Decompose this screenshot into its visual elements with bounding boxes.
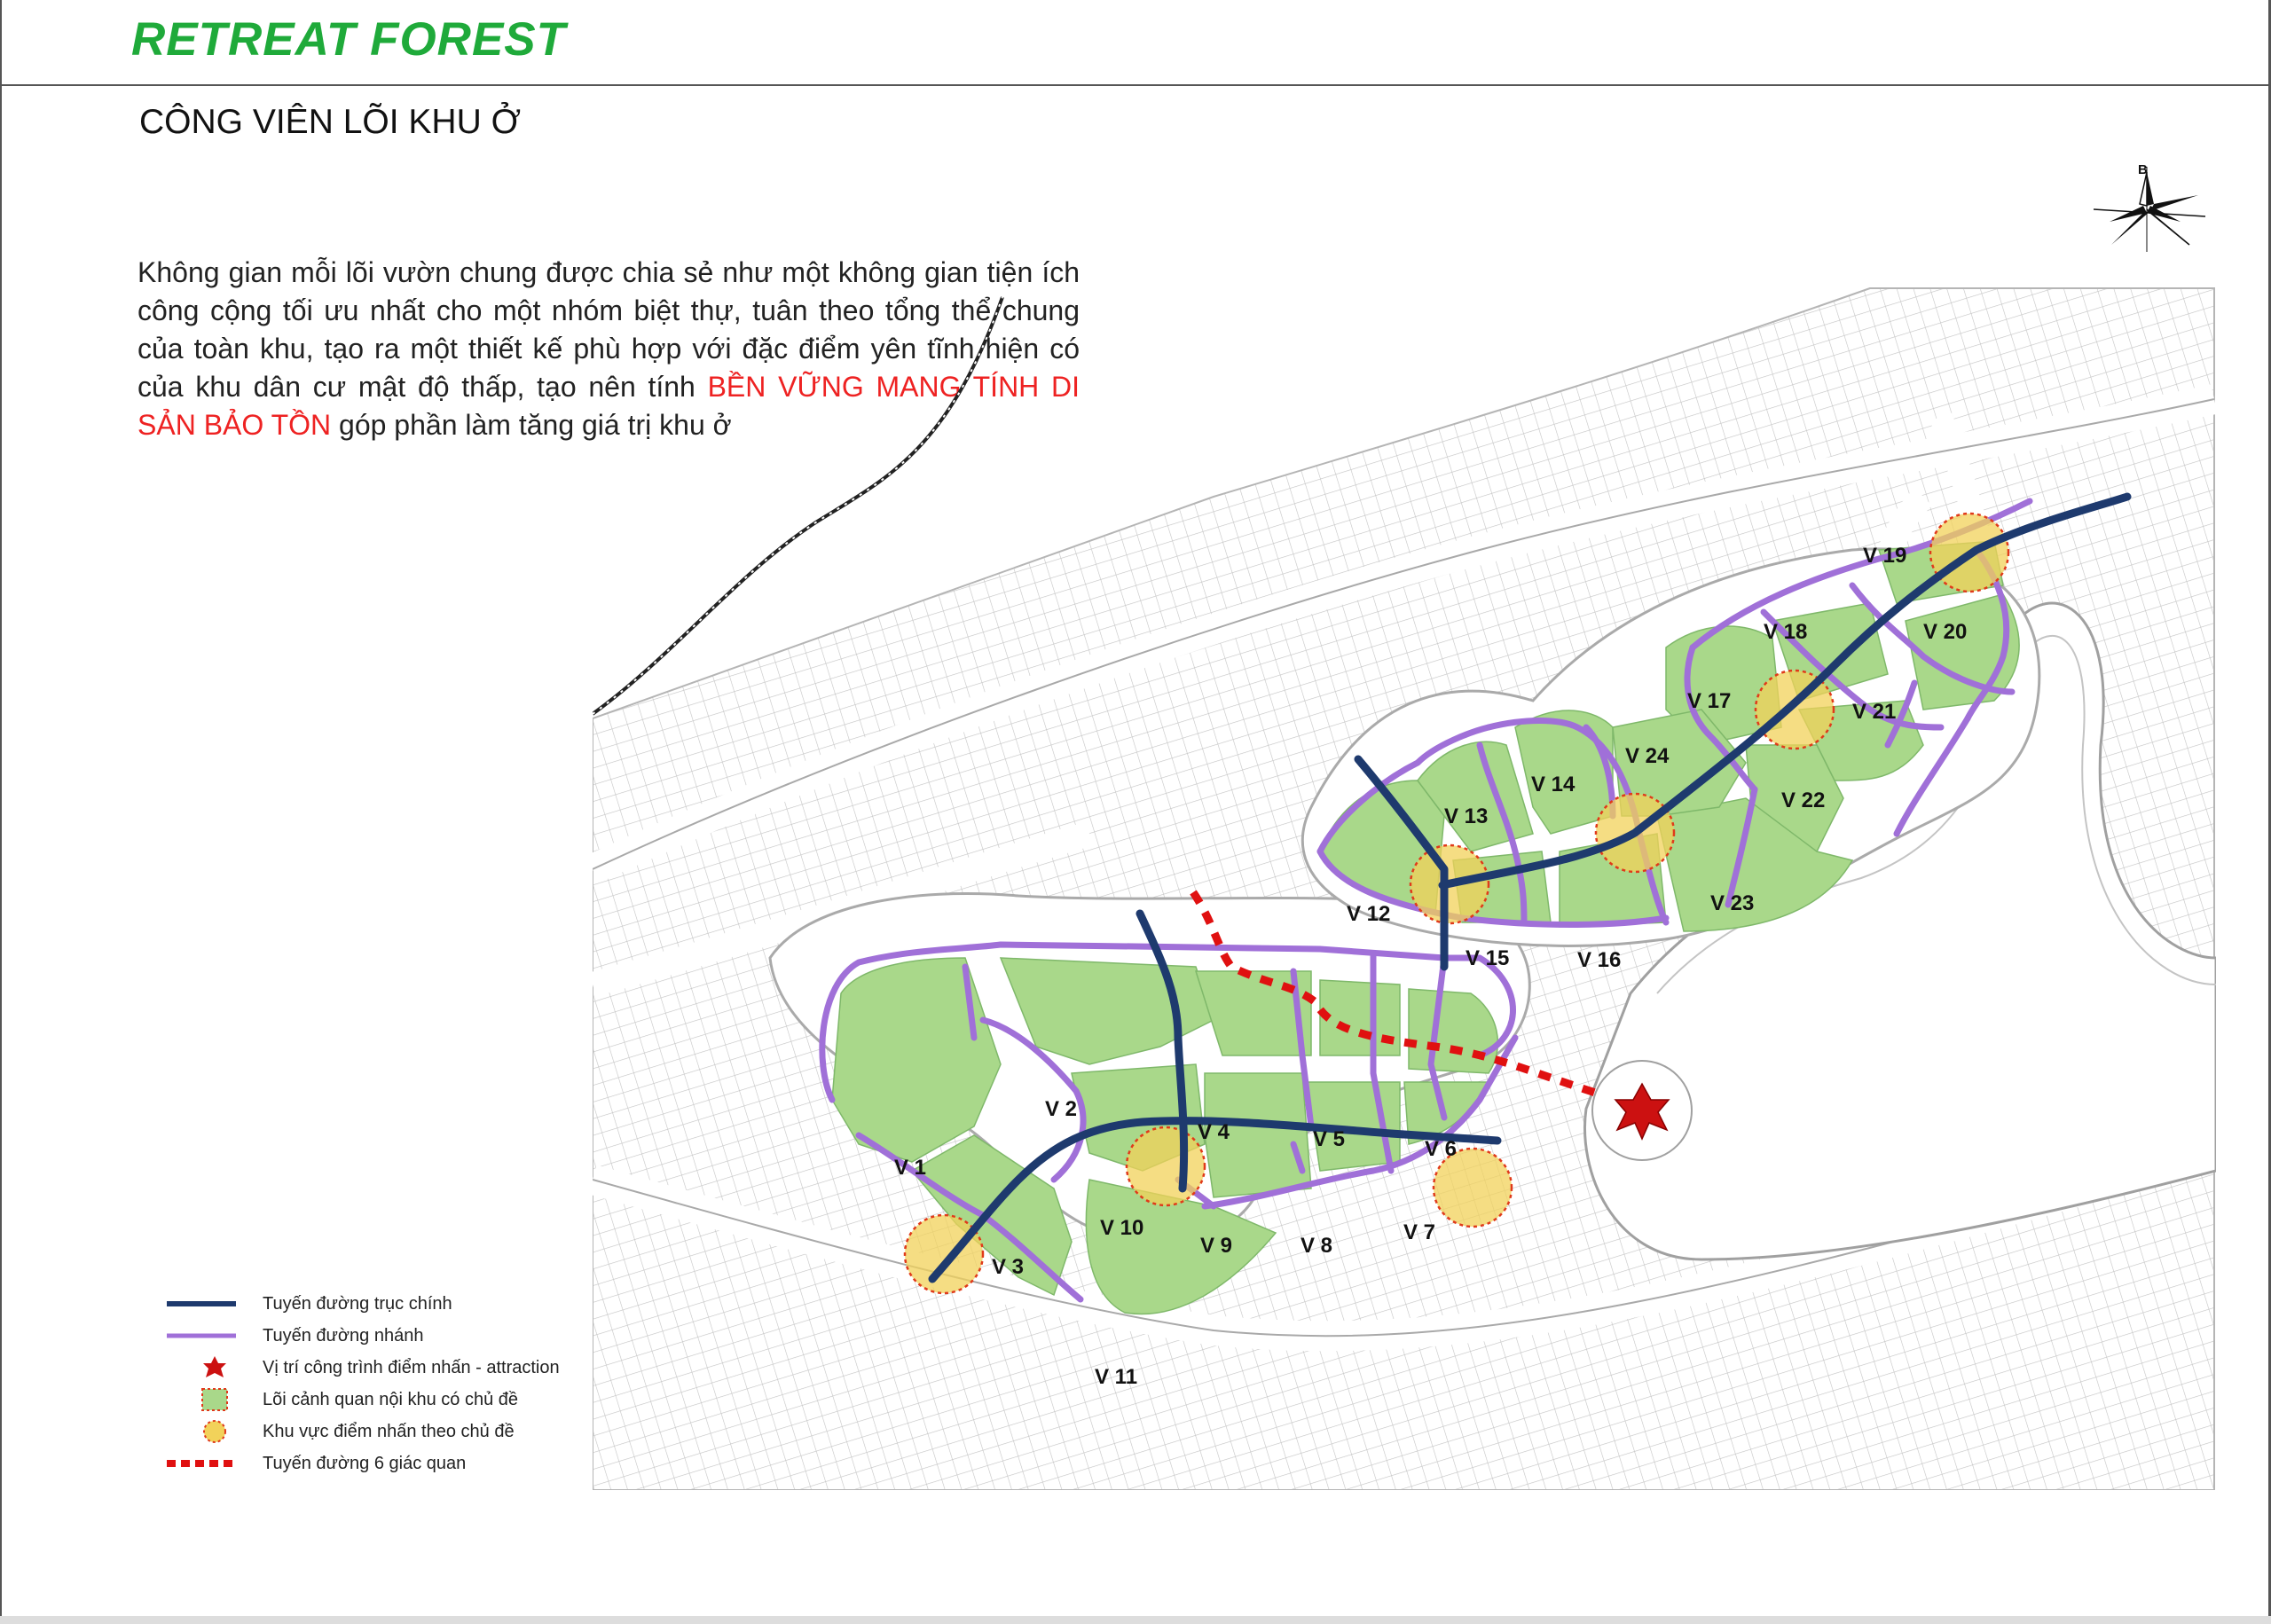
brand-title: RETREAT FOREST (131, 13, 567, 66)
plot-label-v9: V 9 (1200, 1234, 1233, 1258)
plot-label-v8: V 8 (1301, 1234, 1333, 1258)
plot-label-v24: V 24 (1625, 744, 1670, 768)
site-plan-map (593, 284, 2216, 1490)
branch-road-symbol-icon (165, 1322, 238, 1349)
description-text-end: góp phần làm tăng giá trị khu ở (331, 409, 732, 441)
attraction-star-icon (1592, 1061, 1692, 1160)
plot-label-v14: V 14 (1531, 773, 1576, 796)
page-title: CÔNG VIÊN LÕI KHU Ở (139, 103, 522, 141)
plot-label-v7: V 7 (1403, 1220, 1436, 1244)
legend-label: Tuyến đường trục chính (263, 1294, 452, 1314)
legend-label: Khu vực điểm nhấn theo chủ đề (263, 1422, 515, 1441)
plot-label-v19: V 19 (1863, 544, 1907, 568)
description-highlight: BỀN VỮNG MANG TÍNH DI SẢN BẢO TỒN (138, 371, 1080, 441)
plot-label-v18: V 18 (1764, 620, 1808, 644)
plot-label-v6: V 6 (1425, 1137, 1458, 1161)
plot-label-v12: V 12 (1347, 902, 1391, 926)
plot-label-v11: V 11 (1095, 1365, 1138, 1389)
plot-label-v20: V 20 (1923, 620, 1968, 644)
plot-label-v15: V 15 (1466, 946, 1510, 970)
description-text: Không gian mỗi lõi vườn chung được chia sẻ như một không gian tiện ích công cộng tối ưu nhất cho một nhóm biệt thự, tuân theo tổng thể chung của toàn khu, tạo ra một thiết kế phù hợp với đặc điểm yên tĩnh hiện có của khu dân cư mật độ thấp, tạo nên tính (138, 256, 1080, 403)
main-road-symbol-icon (165, 1291, 238, 1317)
compass-star (2094, 167, 2205, 252)
focal-area-symbol-icon (165, 1418, 238, 1445)
plot-label-v22: V 22 (1781, 788, 1826, 812)
legend-label: Lõi cảnh quan nội khu có chủ đề (263, 1390, 518, 1409)
north-arrow-icon (2092, 160, 2216, 257)
plot-label-v3: V 3 (992, 1255, 1025, 1279)
attraction-star-symbol-icon (165, 1354, 238, 1381)
legend-label: Tuyến đường nhánh (263, 1326, 424, 1345)
legend-label: Vị trí công trình điểm nhấn - attraction (263, 1358, 560, 1377)
plot-label-v2: V 2 (1045, 1097, 1078, 1121)
frame-bottom-edge (0, 1616, 2271, 1624)
sensory-route-symbol-icon (165, 1450, 238, 1477)
plot-label-v23: V 23 (1710, 891, 1755, 915)
plot-label-v17: V 17 (1687, 689, 1732, 713)
frame-left-edge (0, 0, 2, 1624)
plot-label-v21: V 21 (1852, 700, 1897, 724)
plot-label-v10: V 10 (1100, 1216, 1144, 1240)
plot-area-v5 (1320, 980, 1400, 1055)
plot-label-v16: V 16 (1577, 948, 1622, 972)
legend-label: Tuyến đường 6 giác quan (263, 1454, 467, 1473)
plot-label-v1: V 1 (894, 1156, 927, 1180)
plot-label-v13: V 13 (1444, 804, 1489, 828)
compass-label: B (2138, 162, 2148, 177)
green-core-symbol-icon (165, 1386, 238, 1413)
plot-label-v5: V 5 (1313, 1127, 1346, 1151)
plot-label-v4: V 4 (1198, 1120, 1230, 1144)
